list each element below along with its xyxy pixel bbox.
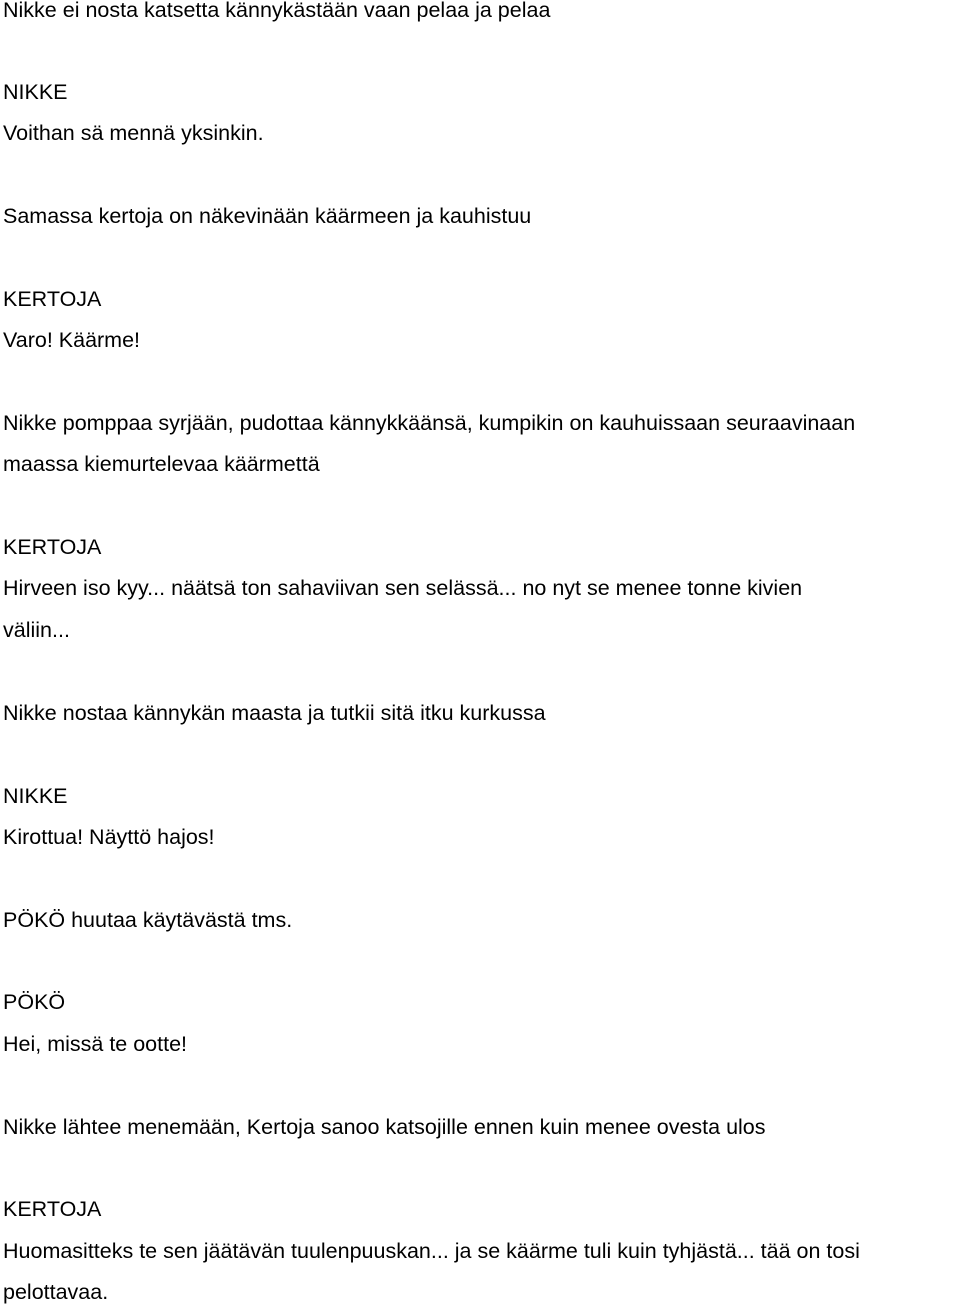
stage-direction: Nikke lähtee menemään, Kertoja sanoo katsojille ennen kuin menee ovesta ulos (3, 1115, 766, 1139)
stage-direction: PÖKÖ huutaa käytävästä tms. (3, 908, 293, 932)
character-name: KERTOJA (3, 287, 102, 311)
dialogue-line: Varo! Käärme! (3, 328, 141, 352)
character-name: NIKKE (3, 80, 68, 104)
dialogue-line: Voithan sä mennä yksinkin. (3, 121, 264, 145)
character-name: PÖKÖ (3, 990, 66, 1014)
dialogue-line: Hei, missä te ootte! (3, 1032, 188, 1056)
character-name: NIKKE (3, 784, 68, 808)
dialogue-line: väliin... (3, 618, 70, 642)
dialogue-line: Huomasitteks te sen jäätävän tuulenpuuskan... ja se käärme tuli kuin tyhjästä... tää on tosi (3, 1239, 860, 1263)
stage-direction: Nikke pomppaa syrjään, pudottaa kännykkäänsä, kumpikin on kauhuissaan seuraavinaan (3, 411, 856, 435)
dialogue-line: pelottavaa. (3, 1280, 109, 1304)
dialogue-line: Hirveen iso kyy... näätsä ton sahaviivan sen selässä... no nyt se menee tonne kivien (3, 576, 803, 600)
dialogue-line: Kirottua! Näyttö hajos! (3, 825, 215, 849)
stage-direction: maassa kiemurtelevaa käärmettä (3, 452, 320, 476)
character-name: KERTOJA (3, 1197, 102, 1221)
stage-direction: Samassa kertoja on näkevinään käärmeen ja kauhistuu (3, 204, 532, 228)
stage-direction: Nikke nostaa kännykän maasta ja tutkii sitä itku kurkussa (3, 701, 546, 725)
stage-direction: Nikke ei nosta katsetta kännykästään vaan pelaa ja pelaa (3, 0, 551, 22)
character-name: KERTOJA (3, 535, 102, 559)
